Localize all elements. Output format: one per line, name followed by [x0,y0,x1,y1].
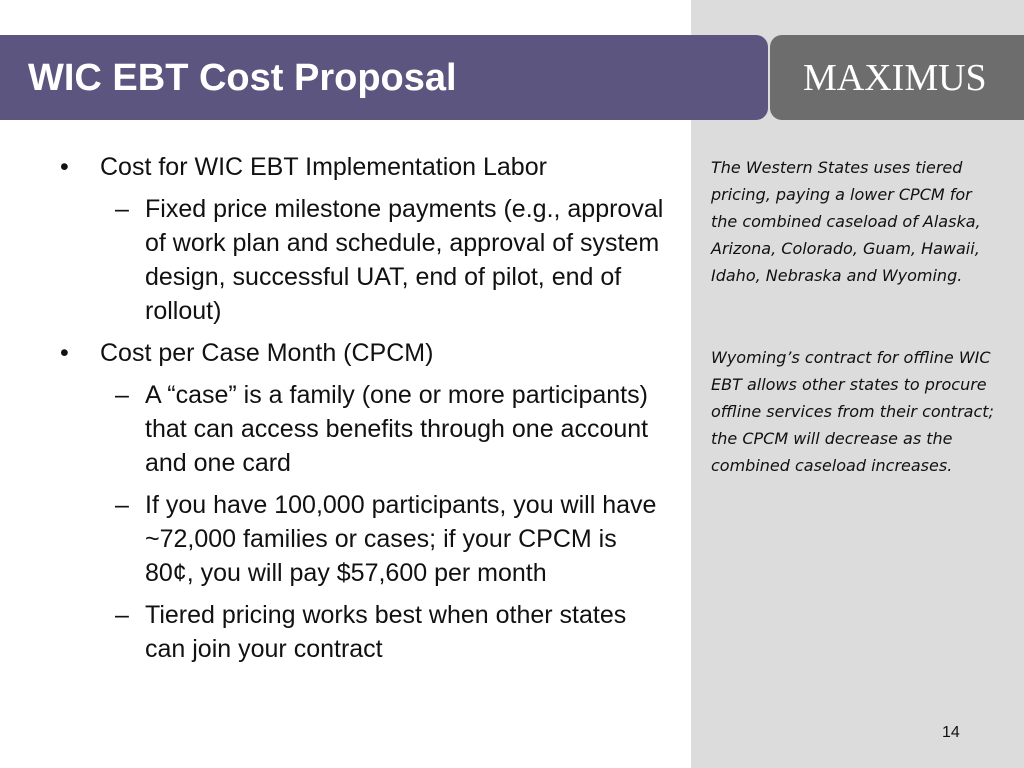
dash-marker: – [115,601,129,629]
sub-bullet-example-calculation [60,488,670,590]
side-note-wyoming-contract: Wyoming’s contract for offline WIC EBT allows other states to procure offline services from their contract; the CPCM will decrease as the combined caseload increases. [711,348,994,475]
dash-marker: – [115,381,129,409]
bullet-marker: • [60,153,69,181]
slide-title: WIC EBT Cost Proposal [28,57,457,99]
sub-bullet-tiered-pricing [60,598,670,666]
sub-bullet-text: If you have 100,000 participants, you will have ~72,000 families or cases; if your CPCM is 80¢, you will pay $57,600 per month [145,491,657,587]
sub-bullet-text: Fixed price milestone payments (e.g., approval of work plan and schedule, approval of system design, successful UAT, end of pilot, end of rollout) [145,195,664,325]
dash-marker: – [115,195,129,223]
bullet-item-implementation-labor [60,150,670,184]
page-number: 14 [942,724,960,741]
bullet-text: Cost per Case Month (CPCM) [100,339,434,367]
sub-bullet-case-definition [60,378,670,480]
bullet-item-cpcm [60,336,670,370]
sub-bullet-milestone-payments [60,192,670,328]
bullet-text: Cost for WIC EBT Implementation Labor [100,153,547,181]
sub-bullet-text: A “case” is a family (one or more participants) that can access benefits through one account and one card [145,381,649,477]
bullet-marker: • [60,339,69,367]
dash-marker: – [115,491,129,519]
maximus-logo: MAXIMUS [803,57,987,99]
sub-bullet-text: Tiered pricing works best when other states can join your contract [145,601,627,663]
side-note-western-states: The Western States uses tiered pricing, paying a lower CPCM for the combined caseload of Alaska, Arizona, Colorado, Guam, Hawaii, Idaho, Nebraska and Wyoming. [711,158,981,285]
bullet-list [60,150,670,674]
